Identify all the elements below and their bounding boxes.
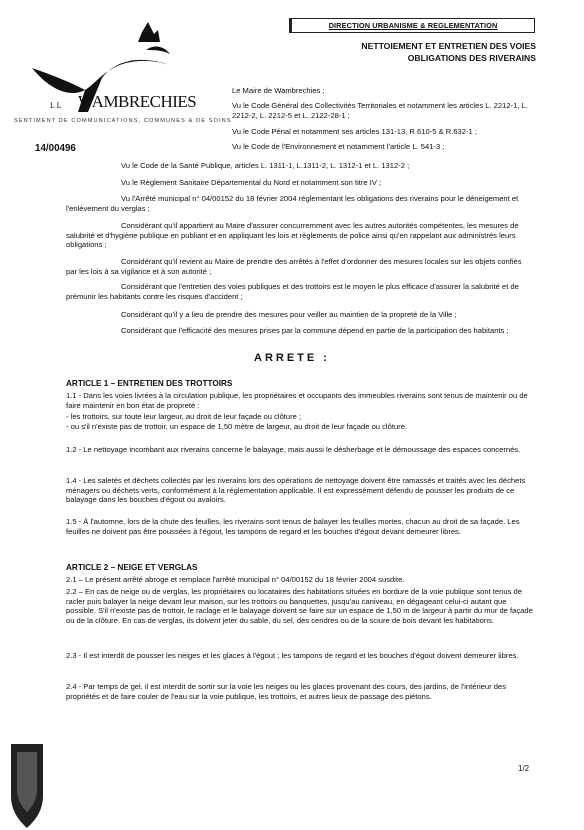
vu-cgct: Vu le Code Général des Collectivités Territoriales et notamment les articles L. 2212-1, L. 2212-2, L. 2212-5 et L. 2122-28-1 ; <box>232 101 528 120</box>
article-2-3: 2.3 - Il est interdit de pousser les neiges et les glaces à l'égout ; les tampons de regard et les bouches d'égout doivent demeurer libres. <box>66 651 519 660</box>
logo-subtitle: SENTIMENT DE COMMUNICATIONS, COMMUNES & DE SOINS <box>14 118 232 124</box>
considerant-5: Considérant que l'efficacité des mesures prises par la commune dépend en partie de la participation des habitants ; <box>121 326 509 335</box>
page-number: 1/2 <box>518 764 530 773</box>
article-2-4: 2.4 - Par temps de gel, il est interdit de sortir sur la voie les neiges ou les glaces provenant des cours, des jardins, de l'intérieur des propriétés et de faire couler de l'eau sur la voie publique, les trottoirs, et autres lieux de passage des piétons. <box>66 682 507 701</box>
article-1-4: 1.4 - Les saletés et déchets collectés par les riverains lors des opérations de nettoyage doivent être ramassés et traités avec les déchets ménagers ou déchets verts, conformément à la réglementation applicable. Il est expressément défendu de pousser les produits de ce balayage dans les bouches d'égout ou avaloirs. <box>66 476 526 505</box>
considerant-1: Considérant qu'il appartient au Maire d'assurer concurremment avec les autres autorités compétentes, les mesures de salubrité et d'hygiène publique en publiant et en appliquant les lois et règlements de police ainsi qu'en rappelant aux administrés leurs obligations ; <box>66 221 519 250</box>
vu-code-sante: Vu le Code de la Santé Publique, articles L. 1311-1, L.1311-2, L. 1312-1 et L. 1312-2 ; <box>121 161 410 170</box>
article-1-bullet-1: - les trottoirs, sur toute leur largeur, au droit de leur façade ou clôture ; <box>66 412 302 421</box>
article-1-1: 1.1 - Dans les voies livrées à la circulation publique, les propriétaires et occupants des immeubles riverains sont tenus de maintenir ou de faire maintenir en bon état de propreté : <box>66 391 528 410</box>
title-line-2: OBLIGATIONS DES RIVERAINS <box>407 53 536 63</box>
mayor-line: Le Maire de Wambrechies ; <box>232 86 325 95</box>
document-title <box>300 40 536 64</box>
article-2-1: 2.1 – Le présent arrêté abroge et remplace l'arrêté municipal n° 04/00152 du 18 février 2004 susdite. <box>66 575 405 584</box>
title-line-1: NETTOIEMENT ET ENTRETIEN DES VOIES <box>361 41 536 51</box>
vu-arrete-municipal: Vu l'Arrêté municipal n° 04/00152 du 18 février 2004 réglementant les obligations des riverains pour le déneigement et l'enlèvement du verglas ; <box>66 194 519 213</box>
coat-of-arms-icon <box>7 738 47 830</box>
article-1-title: ARTICLE 1 – ENTRETIEN DES TROTTOIRS <box>66 379 233 388</box>
svg-text:L L: L L <box>50 101 62 110</box>
article-1-2: 1.2 - Le nettoyage incombant aux riverains concerne le balayage, mais aussi le désherbage et le démoussage des espaces concernés. <box>66 445 521 454</box>
considerant-2: Considérant qu'il revient au Maire de prendre des arrêtés à l'effet d'ordonner des mesures locales sur les objets confiés par les lois à sa vigilance et à son autorité ; <box>66 257 522 276</box>
logo-name: WAMBRECHIES <box>78 92 197 111</box>
arrete-heading: ARRETE : <box>254 352 330 364</box>
reference-number: 14/00496 <box>35 143 76 154</box>
article-2-title: ARTICLE 2 – NEIGE ET VERGLAS <box>66 563 198 572</box>
vu-code-penal: Vu le Code Pénal et notamment ses articles 131-13, R.610-5 & R.632-1 ; <box>232 127 477 136</box>
considerant-4: Considérant qu'il y a lieu de prendre des mesures pour veiller au maintien de la propreté de la Ville ; <box>121 310 457 319</box>
article-1-bullet-2: - ou s'il n'existe pas de trottoir, un espace de 1,50 mètre de largeur, au droit de leur façade ou clôture. <box>66 422 408 431</box>
article-2-2: 2.2 – En cas de neige ou de verglas, les propriétaires ou locataires des habitations situées en bordure de la voie publique sont tenus de racler puis balayer la neige devant leur maison, sur les trottoirs ou banquettes, jusqu'au caniveau, en dégageant celui-ci autant que possible. S'il n'existe pas de trottoir, le raclage et le balayage doivent se faire sur un espace de 1,50 m de largeur à partir du mur de façade ou de la clôture. En cas de verglas, ils doivent jeter du sable, du sel, des cendres ou de la sciure de bois devant les habitations. <box>66 587 533 625</box>
vu-reglement-sanitaire: Vu le Règlement Sanitaire Départemental du Nord et notamment son titre IV ; <box>121 178 382 187</box>
department-header: DIRECTION URBANISME & REGLEMENTATION <box>289 18 535 33</box>
article-1-5: 1.5 - À l'automne, lors de la chute des feuilles, les riverains sont tenus de balayer les feuilles mortes, chacun au droit de sa façade. Les feuilles ne doivent pas être poussées à l'égout, les tampons de regard et les bouches d'égout devant demeurer libres. <box>66 517 520 536</box>
vu-code-environnement: Vu le Code de l'Environnement et notamment l'article L. 541-3 ; <box>232 142 445 151</box>
considerant-3: Considérant que l'entretien des voies publiques et des trottoirs est le moyen le plus efficace d'assurer la salubrité et de prémunir les habitants contre les risques d'accident ; <box>66 282 519 301</box>
